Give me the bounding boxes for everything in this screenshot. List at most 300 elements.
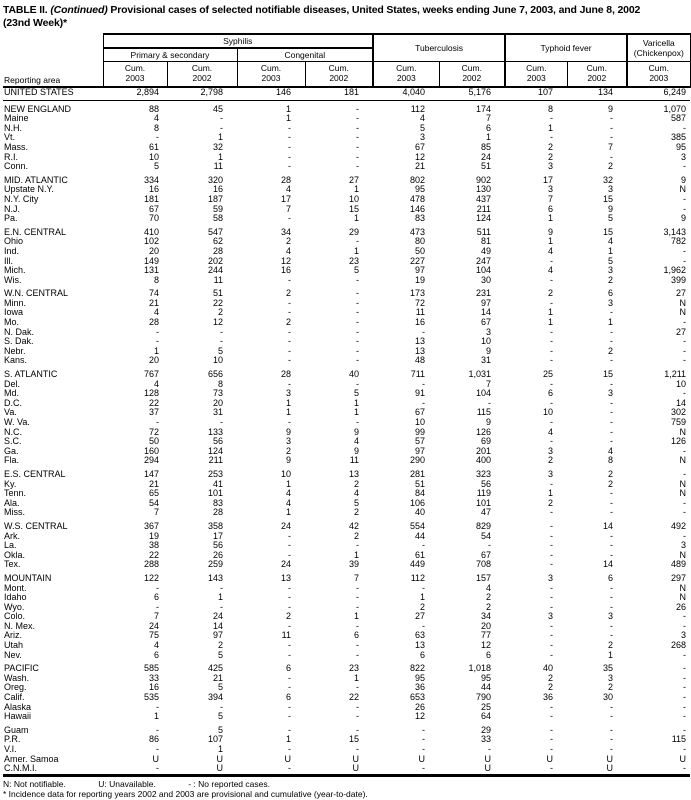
reporting-area-cell: Wis. — [4, 274, 22, 285]
value-cell: - — [156, 417, 159, 427]
value-cell: 2 — [285, 611, 291, 622]
value-cell: - — [356, 113, 360, 124]
table-row — [3, 87, 690, 100]
value-cell: 1 — [548, 317, 554, 328]
value-cell: - — [422, 744, 426, 754]
legend-unavailable: U: Unavailable. — [98, 778, 156, 789]
value-cell: - — [288, 711, 291, 722]
value-cell: - — [610, 734, 614, 745]
value-cell: U — [606, 763, 614, 774]
value-cell: 40 — [349, 369, 360, 380]
value-cell: 7 — [608, 141, 614, 152]
value-cell: N — [679, 307, 687, 318]
value-cell: - — [422, 734, 426, 745]
value-cell: - — [550, 559, 554, 570]
table-row — [3, 593, 690, 603]
value-cell: - — [550, 345, 554, 356]
value-cell: 711 — [410, 369, 426, 380]
value-cell: 173 — [410, 288, 426, 299]
table-row — [3, 162, 690, 172]
value-cell: - — [683, 530, 687, 541]
value-cell: 2 — [354, 478, 360, 489]
table-row — [3, 347, 690, 357]
value-cell: 437 — [476, 193, 492, 204]
value-cell: 126 — [476, 426, 492, 437]
value-cell: 131 — [143, 265, 159, 276]
value-cell: 124 — [476, 213, 492, 224]
value-cell: 14 — [481, 307, 492, 318]
reporting-area-cell: MOUNTAIN — [4, 572, 52, 583]
value-cell: 1 — [548, 122, 554, 133]
value-cell: 2 — [285, 288, 291, 299]
tuberculosis-group-header: Tuberculosis — [373, 34, 505, 62]
value-cell: - — [550, 378, 554, 389]
table-row — [3, 499, 690, 509]
value-cell: 72 — [148, 426, 159, 437]
reporting-area-cell: V.I. — [4, 744, 17, 754]
value-cell: 547 — [207, 226, 223, 237]
value-cell: 2 — [285, 445, 291, 456]
value-cell: 115 — [476, 407, 492, 418]
value-cell: 492 — [671, 520, 687, 531]
value-cell: - — [288, 326, 291, 337]
value-cell: - — [550, 417, 554, 427]
value-cell: 28 — [148, 317, 159, 328]
value-cell: - — [550, 132, 554, 143]
reporting-area-cell: Ill. — [4, 255, 13, 266]
value-cell: 9 — [354, 445, 360, 456]
value-cell: U — [484, 753, 492, 764]
table-row — [3, 247, 690, 257]
value-cell: 9 — [681, 174, 687, 185]
value-cell: - — [683, 724, 687, 735]
varicella-label-line1: Varicella — [642, 38, 675, 48]
value-cell: 288 — [143, 559, 159, 570]
year-label: 2003 — [261, 72, 281, 83]
value-cell: - — [550, 255, 554, 266]
value-cell: 67 — [415, 407, 426, 418]
value-cell: 31 — [212, 407, 223, 418]
value-cell: 1,211 — [664, 369, 687, 380]
table-row — [3, 124, 690, 134]
reporting-area-cell: N.Y. City — [4, 193, 39, 204]
value-cell: 4 — [285, 184, 291, 195]
value-cell: 6,249 — [627, 87, 690, 100]
value-cell: - — [610, 436, 614, 447]
value-cell: 3 — [608, 611, 614, 622]
table-header — [3, 34, 690, 87]
value-cell: 21 — [148, 478, 159, 489]
value-cell: 585 — [143, 663, 159, 674]
value-cell: 1,018 — [468, 663, 492, 674]
value-cell: - — [156, 326, 159, 337]
cum-2002-tuberculosis-header — [439, 62, 505, 88]
table-row — [3, 285, 690, 299]
reporting-area-cell: Wash. — [4, 672, 30, 683]
value-cell: - — [422, 763, 426, 774]
value-cell: 3 — [681, 540, 687, 551]
value-cell: - — [550, 734, 554, 745]
value-cell: N — [679, 297, 687, 308]
value-cell: 104 — [476, 388, 492, 399]
value-cell: 27 — [676, 288, 687, 299]
value-cell: 2 — [486, 601, 492, 612]
value-cell: - — [550, 336, 554, 347]
value-cell: 17 — [280, 193, 291, 204]
table-row — [3, 660, 690, 674]
value-cell: - — [550, 592, 554, 603]
value-cell: 24 — [148, 620, 159, 631]
value-cell: 12 — [415, 711, 426, 722]
table-row — [3, 114, 690, 124]
value-cell: U — [546, 753, 554, 764]
cum-label: Cum. — [191, 63, 213, 73]
reporting-area-cell: Mo. — [4, 317, 20, 328]
value-cell: 67 — [481, 549, 492, 560]
value-cell: 2 — [354, 530, 360, 541]
value-cell: - — [220, 336, 223, 347]
value-cell: - — [550, 582, 554, 593]
cum-2002-ps-header — [167, 62, 237, 88]
value-cell: - — [156, 744, 159, 754]
cum-label: Cum. — [526, 63, 547, 73]
table-body — [3, 87, 690, 775]
value-cell: 56 — [212, 540, 223, 551]
value-cell: 51 — [212, 288, 223, 299]
value-cell: 12 — [212, 317, 223, 328]
value-cell: 95 — [415, 672, 426, 683]
value-cell: - — [488, 744, 492, 754]
value-cell: 22 — [148, 549, 159, 560]
value-cell: - — [610, 417, 614, 427]
value-cell: - — [488, 397, 492, 408]
value-cell: - — [683, 336, 687, 347]
value-cell: 3 — [420, 132, 426, 143]
value-cell: U — [352, 753, 360, 764]
value-cell: 11 — [281, 630, 291, 641]
cum-2003-congenital-header — [237, 62, 305, 88]
value-cell: 7 — [486, 378, 492, 389]
title-rest: Provisional cases of selected notifiable diseases, United States, weeks ending June 7, 2003, and June 8, 2002 — [110, 4, 641, 16]
value-cell: 3 — [548, 161, 554, 172]
cum-2003-varicella-header — [627, 62, 690, 88]
value-cell: 11 — [213, 274, 223, 285]
value-cell: 133 — [207, 426, 223, 437]
value-cell: - — [356, 378, 360, 389]
value-cell: 23 — [349, 255, 360, 266]
value-cell: 2 — [608, 478, 614, 489]
cum-2002-typhoid-header — [567, 62, 627, 88]
value-cell: - — [610, 497, 614, 508]
value-cell: 8 — [217, 378, 223, 389]
value-cell: 86 — [148, 734, 159, 745]
reporting-area-cell: Ga. — [4, 445, 19, 456]
value-cell: 1 — [548, 307, 554, 318]
varicella-group-header — [627, 34, 690, 62]
value-cell: 394 — [207, 692, 223, 703]
value-cell: 708 — [476, 559, 492, 570]
table-row — [3, 389, 690, 399]
value-cell: - — [356, 297, 360, 308]
value-cell: 126 — [671, 436, 687, 447]
value-cell: 149 — [143, 255, 159, 266]
value-cell: 244 — [207, 265, 223, 276]
value-cell: 6 — [486, 122, 492, 133]
value-cell: 81 — [481, 236, 492, 247]
reporting-area-cell: Pa. — [4, 213, 18, 224]
value-cell: 91 — [415, 388, 426, 399]
value-cell: 38 — [148, 540, 159, 551]
value-cell: - — [610, 724, 614, 735]
value-cell: 4 — [420, 113, 426, 124]
value-cell: - — [550, 763, 554, 774]
value-cell: 4 — [153, 640, 159, 651]
value-cell: 2 — [548, 497, 554, 508]
value-cell: 2 — [285, 317, 291, 328]
value-cell: 829 — [476, 520, 492, 531]
reporting-area-cell: Kans. — [4, 355, 28, 366]
year-label: 2002 — [587, 72, 607, 83]
value-cell: 1 — [285, 507, 291, 518]
value-cell: 28 — [280, 174, 291, 185]
value-cell: 4 — [486, 582, 492, 593]
value-cell: 290 — [410, 455, 426, 466]
value-cell: 14 — [603, 559, 614, 570]
value-cell: - — [288, 213, 291, 224]
value-cell: 157 — [476, 572, 492, 583]
value-cell: 15 — [349, 734, 360, 745]
table-row — [3, 153, 690, 163]
value-cell: 15 — [603, 193, 614, 204]
value-cell: - — [683, 122, 687, 133]
table-row — [3, 631, 690, 641]
value-cell: 9 — [285, 426, 291, 437]
value-cell: - — [288, 601, 291, 612]
value-cell: 1 — [354, 549, 360, 560]
value-cell: - — [356, 540, 360, 551]
value-cell: 802 — [410, 174, 426, 185]
table-row — [3, 683, 690, 693]
reporting-area-cell: Ind. — [4, 245, 20, 256]
value-cell: 1 — [354, 611, 360, 622]
value-cell: - — [356, 682, 360, 693]
table-row — [3, 185, 690, 195]
value-cell: - — [288, 378, 291, 389]
value-cell: 5,176 — [439, 87, 505, 100]
value-cell: 790 — [476, 692, 492, 703]
value-cell: 2 — [548, 455, 554, 466]
table-row — [3, 651, 690, 661]
reporting-area-cell: Amer. Samoa — [4, 753, 59, 764]
value-cell: 22 — [148, 397, 159, 408]
value-cell: 4,040 — [373, 87, 439, 100]
value-cell: - — [683, 445, 687, 456]
value-cell: 4 — [285, 497, 291, 508]
value-cell: - — [288, 151, 291, 162]
value-cell: 33 — [148, 672, 159, 683]
value-cell: 385 — [671, 132, 687, 143]
value-cell: - — [550, 520, 554, 531]
value-cell: - — [683, 611, 687, 622]
value-cell: 5 — [153, 161, 159, 172]
value-cell: 10 — [349, 193, 360, 204]
table-row — [3, 266, 690, 276]
value-cell: - — [288, 649, 291, 660]
reporting-area-cell: N.J. — [4, 203, 21, 214]
value-cell: 26 — [676, 601, 687, 612]
value-cell: - — [356, 345, 360, 356]
reporting-area-cell: NEW ENGLAND — [4, 103, 72, 114]
value-cell: - — [610, 132, 614, 143]
value-cell: 147 — [143, 468, 159, 479]
value-cell: N — [679, 426, 687, 437]
value-cell: 27 — [349, 174, 360, 185]
value-cell: U — [679, 753, 687, 764]
value-cell: 95 — [676, 141, 687, 152]
reporting-area-cell: Calif. — [4, 692, 25, 703]
value-cell: - — [288, 744, 291, 754]
table-row — [3, 408, 690, 418]
value-cell: 3 — [681, 630, 687, 641]
value-cell: - — [610, 582, 614, 593]
value-cell: 4 — [354, 488, 360, 499]
value-cell: - — [356, 141, 360, 152]
value-cell: 21 — [148, 297, 159, 308]
value-cell: 2 — [354, 507, 360, 518]
value-cell: - — [220, 701, 223, 712]
value-cell: 17 — [543, 174, 554, 185]
value-cell: 12 — [415, 151, 426, 162]
reporting-area-cell: R.I. — [4, 151, 19, 162]
value-cell: 72 — [415, 297, 426, 308]
reporting-area-cell: Vt. — [4, 132, 16, 143]
value-cell: 40 — [543, 663, 554, 674]
value-cell: U — [152, 753, 159, 764]
table-row — [3, 508, 690, 518]
value-cell: - — [683, 744, 687, 754]
value-cell: - — [356, 317, 360, 328]
value-cell: - — [220, 122, 223, 133]
reporting-area-cell: Okla. — [4, 549, 26, 560]
value-cell: - — [683, 355, 687, 366]
value-cell: - — [683, 663, 687, 674]
table-row — [3, 133, 690, 143]
value-cell: U — [352, 763, 360, 774]
cum-2003-ps-header — [103, 62, 167, 88]
value-cell: 24 — [280, 520, 291, 531]
table-row — [3, 276, 690, 286]
value-cell: 44 — [481, 682, 492, 693]
value-cell: - — [356, 744, 360, 754]
year-label: 2003 — [396, 72, 416, 83]
value-cell: - — [610, 378, 614, 389]
value-cell: 4 — [548, 245, 554, 256]
value-cell: 3 — [285, 388, 291, 399]
value-cell: 4 — [548, 426, 554, 437]
value-cell: - — [683, 763, 687, 774]
value-cell: 334 — [143, 174, 159, 185]
table-row — [3, 622, 690, 632]
value-cell: 9 — [608, 103, 614, 114]
value-cell: - — [550, 711, 554, 722]
value-cell: - — [610, 701, 614, 712]
value-cell: 17 — [212, 530, 223, 541]
value-cell: 83 — [415, 213, 426, 224]
congenital-subheader: Congenital — [237, 48, 373, 62]
value-cell: 7 — [153, 507, 159, 518]
value-cell: 77 — [481, 630, 492, 641]
value-cell: - — [156, 132, 159, 143]
value-cell: - — [610, 507, 614, 518]
value-cell: - — [610, 601, 614, 612]
value-cell: - — [422, 540, 426, 551]
value-cell: - — [610, 592, 614, 603]
value-cell: 107 — [505, 87, 567, 100]
value-cell: 174 — [476, 103, 492, 114]
value-cell: 2 — [486, 592, 492, 603]
value-cell: - — [610, 336, 614, 347]
value-cell: - — [288, 307, 291, 318]
value-cell: 2 — [548, 141, 554, 152]
year-label: 2003 — [125, 72, 145, 83]
value-cell: 782 — [671, 236, 687, 247]
table-row — [3, 257, 690, 267]
value-cell: 1 — [486, 132, 492, 143]
value-cell: - — [288, 549, 291, 560]
value-cell: 112 — [410, 103, 426, 114]
value-cell: 10 — [148, 151, 159, 162]
value-cell: 231 — [476, 288, 492, 299]
cum-2003-tuberculosis-header — [373, 62, 439, 88]
reporting-area-cell: Miss. — [4, 507, 25, 518]
value-cell: 294 — [143, 455, 159, 466]
reporting-area-cell: N. Dak. — [4, 326, 35, 337]
value-cell: 13 — [415, 345, 426, 356]
cum-label: Cum. — [461, 63, 482, 73]
value-cell: - — [422, 397, 426, 408]
value-cell: 2 — [548, 151, 554, 162]
table-row — [3, 172, 690, 186]
value-cell: - — [422, 582, 426, 593]
value-cell: 259 — [207, 559, 223, 570]
reporting-area-cell: E.S. CENTRAL — [4, 468, 66, 479]
value-cell: - — [422, 378, 426, 389]
value-cell: 8 — [548, 103, 554, 114]
value-cell: 9 — [548, 226, 554, 237]
value-cell: 10 — [415, 417, 426, 427]
value-cell: 767 — [143, 369, 159, 380]
value-cell: 1 — [285, 734, 291, 745]
table-row — [3, 466, 690, 480]
value-cell: 16 — [148, 184, 159, 195]
reporting-area-cell: Nev. — [4, 649, 22, 660]
value-cell: - — [220, 582, 223, 593]
table-row — [3, 356, 690, 366]
value-cell: 2 — [608, 468, 614, 479]
value-cell: - — [288, 582, 291, 593]
value-cell: - — [550, 436, 554, 447]
table-row — [3, 143, 690, 153]
reporting-area-cell: Mass. — [4, 141, 29, 152]
value-cell: 1 — [153, 345, 159, 356]
reporting-area-cell: D.C. — [4, 397, 22, 408]
value-cell: 84 — [415, 488, 426, 499]
value-cell: 211 — [208, 455, 223, 466]
value-cell: - — [550, 724, 554, 735]
value-cell: 7 — [486, 113, 492, 124]
value-cell: 56 — [212, 436, 223, 447]
value-cell: - — [610, 620, 614, 631]
